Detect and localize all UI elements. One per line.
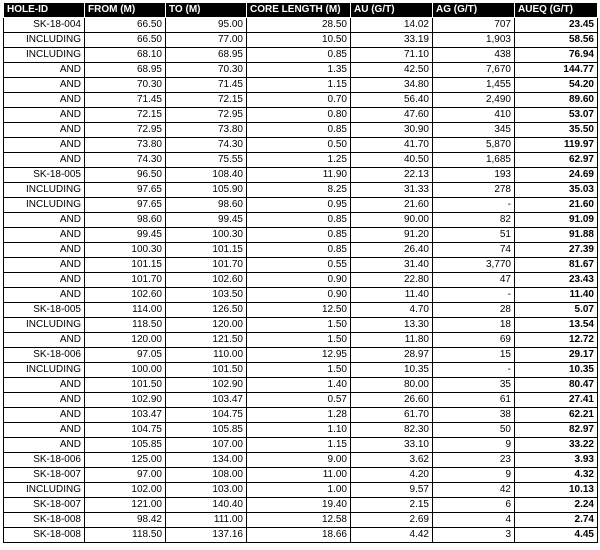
cell-hole-id: AND <box>4 138 85 153</box>
cell-to: 74.30 <box>166 138 247 153</box>
cell-ag: 15 <box>433 348 515 363</box>
cell-ag: 1,685 <box>433 153 515 168</box>
cell-aueq: 89.60 <box>515 93 598 108</box>
cell-to: 126.50 <box>166 303 247 318</box>
table-row <box>4 288 598 303</box>
cell-aueq: 35.03 <box>515 183 598 198</box>
cell-aueq: 5.07 <box>515 303 598 318</box>
cell-aueq: 24.69 <box>515 168 598 183</box>
cell-ag: 1,455 <box>433 78 515 93</box>
cell-core-length: 1.40 <box>247 378 351 393</box>
cell-hole-id: SK-18-005 <box>4 303 85 318</box>
cell-core-length: 9.00 <box>247 453 351 468</box>
table-row <box>4 18 598 33</box>
cell-aueq: 27.39 <box>515 243 598 258</box>
cell-hole-id: INCLUDING <box>4 363 85 378</box>
cell-ag: 74 <box>433 243 515 258</box>
cell-au: 56.40 <box>351 93 433 108</box>
cell-au: 34.80 <box>351 78 433 93</box>
cell-hole-id: AND <box>4 438 85 453</box>
cell-from: 101.70 <box>85 273 166 288</box>
cell-ag: - <box>433 363 515 378</box>
cell-ag: 6 <box>433 498 515 513</box>
table-body <box>4 18 598 543</box>
cell-hole-id: AND <box>4 108 85 123</box>
table-row <box>4 528 598 543</box>
cell-to: 99.45 <box>166 213 247 228</box>
cell-core-length: 0.85 <box>247 228 351 243</box>
table-row <box>4 393 598 408</box>
cell-core-length: 12.58 <box>247 513 351 528</box>
cell-ag: 1,903 <box>433 33 515 48</box>
cell-to: 98.60 <box>166 198 247 213</box>
cell-au: 30.90 <box>351 123 433 138</box>
table-row <box>4 153 598 168</box>
cell-from: 97.00 <box>85 468 166 483</box>
cell-ag: 35 <box>433 378 515 393</box>
cell-to: 101.70 <box>166 258 247 273</box>
cell-to: 100.30 <box>166 228 247 243</box>
cell-from: 97.05 <box>85 348 166 363</box>
cell-from: 74.30 <box>85 153 166 168</box>
cell-au: 4.20 <box>351 468 433 483</box>
cell-au: 13.30 <box>351 318 433 333</box>
cell-hole-id: AND <box>4 378 85 393</box>
cell-aueq: 10.13 <box>515 483 598 498</box>
cell-hole-id: INCLUDING <box>4 48 85 63</box>
cell-from: 102.90 <box>85 393 166 408</box>
cell-from: 118.50 <box>85 528 166 543</box>
cell-core-length: 0.57 <box>247 393 351 408</box>
table-row <box>4 123 598 138</box>
cell-aueq: 12.72 <box>515 333 598 348</box>
cell-aueq: 13.54 <box>515 318 598 333</box>
cell-au: 61.70 <box>351 408 433 423</box>
cell-to: 72.15 <box>166 93 247 108</box>
cell-ag: 47 <box>433 273 515 288</box>
cell-hole-id: SK-18-006 <box>4 348 85 363</box>
table-row <box>4 273 598 288</box>
table-row <box>4 138 598 153</box>
cell-au: 82.30 <box>351 423 433 438</box>
table-row <box>4 93 598 108</box>
cell-hole-id: INCLUDING <box>4 198 85 213</box>
cell-ag: 69 <box>433 333 515 348</box>
cell-ag: 438 <box>433 48 515 63</box>
cell-from: 70.30 <box>85 78 166 93</box>
cell-core-length: 1.00 <box>247 483 351 498</box>
cell-to: 107.00 <box>166 438 247 453</box>
cell-from: 100.00 <box>85 363 166 378</box>
cell-to: 137.16 <box>166 528 247 543</box>
table-row <box>4 333 598 348</box>
cell-au: 3.62 <box>351 453 433 468</box>
cell-to: 71.45 <box>166 78 247 93</box>
cell-hole-id: SK-18-007 <box>4 468 85 483</box>
cell-core-length: 28.50 <box>247 18 351 33</box>
cell-core-length: 10.50 <box>247 33 351 48</box>
header-au: AU (G/T) <box>351 3 433 18</box>
cell-au: 9.57 <box>351 483 433 498</box>
cell-from: 125.00 <box>85 453 166 468</box>
header-row <box>4 3 598 18</box>
cell-au: 10.35 <box>351 363 433 378</box>
cell-from: 97.65 <box>85 183 166 198</box>
cell-au: 14.02 <box>351 18 433 33</box>
cell-to: 101.50 <box>166 363 247 378</box>
cell-to: 77.00 <box>166 33 247 48</box>
cell-to: 72.95 <box>166 108 247 123</box>
cell-au: 2.15 <box>351 498 433 513</box>
cell-core-length: 12.50 <box>247 303 351 318</box>
cell-ag: 7,670 <box>433 63 515 78</box>
cell-from: 68.10 <box>85 48 166 63</box>
table-row <box>4 108 598 123</box>
cell-from: 99.45 <box>85 228 166 243</box>
cell-core-length: 0.85 <box>247 243 351 258</box>
cell-ag: 278 <box>433 183 515 198</box>
cell-hole-id: AND <box>4 243 85 258</box>
table-row <box>4 348 598 363</box>
cell-ag: 18 <box>433 318 515 333</box>
cell-au: 90.00 <box>351 213 433 228</box>
cell-core-length: 0.90 <box>247 273 351 288</box>
cell-from: 101.50 <box>85 378 166 393</box>
table-row <box>4 453 598 468</box>
cell-aueq: 35.50 <box>515 123 598 138</box>
cell-hole-id: SK-18-004 <box>4 18 85 33</box>
cell-core-length: 0.85 <box>247 48 351 63</box>
cell-core-length: 1.35 <box>247 63 351 78</box>
cell-au: 91.20 <box>351 228 433 243</box>
cell-hole-id: AND <box>4 63 85 78</box>
cell-aueq: 4.45 <box>515 528 598 543</box>
cell-to: 111.00 <box>166 513 247 528</box>
cell-from: 72.15 <box>85 108 166 123</box>
table-row <box>4 168 598 183</box>
cell-to: 101.15 <box>166 243 247 258</box>
cell-ag: 61 <box>433 393 515 408</box>
cell-ag: 51 <box>433 228 515 243</box>
cell-hole-id: AND <box>4 273 85 288</box>
cell-aueq: 82.97 <box>515 423 598 438</box>
table-header <box>4 3 598 18</box>
cell-core-length: 1.15 <box>247 438 351 453</box>
cell-hole-id: AND <box>4 153 85 168</box>
cell-ag: 2,490 <box>433 93 515 108</box>
cell-to: 105.90 <box>166 183 247 198</box>
cell-aueq: 2.24 <box>515 498 598 513</box>
cell-from: 97.65 <box>85 198 166 213</box>
cell-core-length: 11.90 <box>247 168 351 183</box>
cell-core-length: 0.85 <box>247 123 351 138</box>
cell-from: 100.30 <box>85 243 166 258</box>
cell-to: 102.60 <box>166 273 247 288</box>
cell-aueq: 2.74 <box>515 513 598 528</box>
cell-aueq: 62.97 <box>515 153 598 168</box>
cell-hole-id: AND <box>4 258 85 273</box>
cell-au: 11.40 <box>351 288 433 303</box>
header-aueq: AUEQ (G/T) <box>515 3 598 18</box>
cell-aueq: 29.17 <box>515 348 598 363</box>
table-row <box>4 468 598 483</box>
table-row <box>4 318 598 333</box>
table-row <box>4 408 598 423</box>
cell-ag: 28 <box>433 303 515 318</box>
cell-ag: 4 <box>433 513 515 528</box>
table-row <box>4 483 598 498</box>
cell-core-length: 1.50 <box>247 318 351 333</box>
table-row <box>4 513 598 528</box>
cell-ag: 707 <box>433 18 515 33</box>
cell-core-length: 0.85 <box>247 213 351 228</box>
cell-au: 26.60 <box>351 393 433 408</box>
cell-to: 70.30 <box>166 63 247 78</box>
cell-au: 31.33 <box>351 183 433 198</box>
cell-aueq: 11.40 <box>515 288 598 303</box>
cell-aueq: 81.67 <box>515 258 598 273</box>
cell-aueq: 119.97 <box>515 138 598 153</box>
cell-core-length: 1.28 <box>247 408 351 423</box>
cell-au: 4.42 <box>351 528 433 543</box>
cell-hole-id: AND <box>4 423 85 438</box>
cell-from: 98.60 <box>85 213 166 228</box>
cell-from: 72.95 <box>85 123 166 138</box>
cell-au: 11.80 <box>351 333 433 348</box>
cell-to: 134.00 <box>166 453 247 468</box>
cell-aueq: 144.77 <box>515 63 598 78</box>
cell-ag: 82 <box>433 213 515 228</box>
cell-aueq: 3.93 <box>515 453 598 468</box>
cell-ag: 3,770 <box>433 258 515 273</box>
cell-to: 108.00 <box>166 468 247 483</box>
cell-ag: 42 <box>433 483 515 498</box>
cell-aueq: 58.56 <box>515 33 598 48</box>
cell-aueq: 54.20 <box>515 78 598 93</box>
cell-ag: 9 <box>433 438 515 453</box>
table-row <box>4 303 598 318</box>
cell-from: 66.50 <box>85 33 166 48</box>
table-row <box>4 228 598 243</box>
cell-hole-id: INCLUDING <box>4 318 85 333</box>
cell-hole-id: AND <box>4 228 85 243</box>
table-row <box>4 213 598 228</box>
table-row <box>4 243 598 258</box>
cell-hole-id: SK-18-007 <box>4 498 85 513</box>
cell-hole-id: AND <box>4 333 85 348</box>
cell-core-length: 0.90 <box>247 288 351 303</box>
cell-to: 104.75 <box>166 408 247 423</box>
cell-au: 22.13 <box>351 168 433 183</box>
cell-core-length: 12.95 <box>247 348 351 363</box>
cell-hole-id: SK-18-005 <box>4 168 85 183</box>
cell-to: 73.80 <box>166 123 247 138</box>
cell-hole-id: SK-18-008 <box>4 528 85 543</box>
cell-to: 103.00 <box>166 483 247 498</box>
cell-ag: - <box>433 198 515 213</box>
cell-to: 95.00 <box>166 18 247 33</box>
cell-au: 40.50 <box>351 153 433 168</box>
table-row <box>4 498 598 513</box>
cell-hole-id: INCLUDING <box>4 483 85 498</box>
cell-hole-id: SK-18-008 <box>4 513 85 528</box>
cell-core-length: 0.95 <box>247 198 351 213</box>
table-row <box>4 198 598 213</box>
cell-hole-id: INCLUDING <box>4 33 85 48</box>
table-row <box>4 63 598 78</box>
cell-core-length: 0.55 <box>247 258 351 273</box>
cell-au: 33.10 <box>351 438 433 453</box>
table-row <box>4 438 598 453</box>
cell-aueq: 91.09 <box>515 213 598 228</box>
cell-from: 73.80 <box>85 138 166 153</box>
cell-au: 4.70 <box>351 303 433 318</box>
cell-au: 26.40 <box>351 243 433 258</box>
cell-core-length: 1.25 <box>247 153 351 168</box>
cell-au: 33.19 <box>351 33 433 48</box>
cell-hole-id: AND <box>4 393 85 408</box>
cell-au: 71.10 <box>351 48 433 63</box>
cell-aueq: 27.41 <box>515 393 598 408</box>
cell-to: 68.95 <box>166 48 247 63</box>
cell-from: 105.85 <box>85 438 166 453</box>
cell-from: 103.47 <box>85 408 166 423</box>
cell-hole-id: AND <box>4 123 85 138</box>
table-row <box>4 183 598 198</box>
cell-hole-id: AND <box>4 408 85 423</box>
cell-to: 110.00 <box>166 348 247 363</box>
cell-from: 104.75 <box>85 423 166 438</box>
cell-aueq: 91.88 <box>515 228 598 243</box>
cell-au: 31.40 <box>351 258 433 273</box>
cell-to: 140.40 <box>166 498 247 513</box>
cell-core-length: 11.00 <box>247 468 351 483</box>
cell-au: 41.70 <box>351 138 433 153</box>
cell-from: 121.00 <box>85 498 166 513</box>
cell-aueq: 62.21 <box>515 408 598 423</box>
assay-results-table <box>3 2 598 543</box>
cell-au: 80.00 <box>351 378 433 393</box>
cell-hole-id: SK-18-006 <box>4 453 85 468</box>
cell-core-length: 1.50 <box>247 363 351 378</box>
cell-core-length: 8.25 <box>247 183 351 198</box>
cell-core-length: 1.15 <box>247 78 351 93</box>
cell-core-length: 1.10 <box>247 423 351 438</box>
cell-to: 102.90 <box>166 378 247 393</box>
cell-core-length: 1.50 <box>247 333 351 348</box>
cell-from: 96.50 <box>85 168 166 183</box>
cell-ag: 5,870 <box>433 138 515 153</box>
cell-aueq: 23.45 <box>515 18 598 33</box>
cell-aueq: 23.43 <box>515 273 598 288</box>
cell-aueq: 80.47 <box>515 378 598 393</box>
cell-core-length: 0.50 <box>247 138 351 153</box>
cell-hole-id: AND <box>4 288 85 303</box>
table-row <box>4 78 598 93</box>
table-row <box>4 48 598 63</box>
cell-ag: 410 <box>433 108 515 123</box>
cell-to: 103.47 <box>166 393 247 408</box>
cell-core-length: 0.80 <box>247 108 351 123</box>
cell-to: 121.50 <box>166 333 247 348</box>
cell-ag: 193 <box>433 168 515 183</box>
cell-aueq: 4.32 <box>515 468 598 483</box>
header-core-length: CORE LENGTH (M) <box>247 3 351 18</box>
cell-ag: 9 <box>433 468 515 483</box>
cell-au: 47.60 <box>351 108 433 123</box>
cell-from: 102.60 <box>85 288 166 303</box>
header-to: TO (M) <box>166 3 247 18</box>
cell-aueq: 33.22 <box>515 438 598 453</box>
cell-from: 71.45 <box>85 93 166 108</box>
table-row <box>4 33 598 48</box>
cell-hole-id: AND <box>4 93 85 108</box>
table-row <box>4 423 598 438</box>
table-row <box>4 363 598 378</box>
cell-ag: 3 <box>433 528 515 543</box>
cell-to: 103.50 <box>166 288 247 303</box>
cell-aueq: 10.35 <box>515 363 598 378</box>
cell-hole-id: AND <box>4 213 85 228</box>
cell-ag: 345 <box>433 123 515 138</box>
cell-au: 21.60 <box>351 198 433 213</box>
cell-from: 101.15 <box>85 258 166 273</box>
header-hole-id: HOLE-ID <box>4 3 85 18</box>
cell-au: 42.50 <box>351 63 433 78</box>
header-from: FROM (M) <box>85 3 166 18</box>
cell-from: 118.50 <box>85 318 166 333</box>
header-ag: AG (G/T) <box>433 3 515 18</box>
cell-from: 114.00 <box>85 303 166 318</box>
cell-aueq: 76.94 <box>515 48 598 63</box>
cell-aueq: 53.07 <box>515 108 598 123</box>
cell-from: 66.50 <box>85 18 166 33</box>
cell-ag: 23 <box>433 453 515 468</box>
cell-from: 120.00 <box>85 333 166 348</box>
cell-aueq: 21.60 <box>515 198 598 213</box>
cell-ag: - <box>433 288 515 303</box>
cell-core-length: 18.66 <box>247 528 351 543</box>
cell-hole-id: AND <box>4 78 85 93</box>
cell-from: 98.42 <box>85 513 166 528</box>
cell-from: 102.00 <box>85 483 166 498</box>
cell-to: 75.55 <box>166 153 247 168</box>
cell-to: 105.85 <box>166 423 247 438</box>
cell-from: 68.95 <box>85 63 166 78</box>
cell-au: 2.69 <box>351 513 433 528</box>
cell-au: 22.80 <box>351 273 433 288</box>
cell-core-length: 19.40 <box>247 498 351 513</box>
cell-to: 108.40 <box>166 168 247 183</box>
table-row <box>4 378 598 393</box>
cell-ag: 50 <box>433 423 515 438</box>
cell-au: 28.97 <box>351 348 433 363</box>
cell-core-length: 0.70 <box>247 93 351 108</box>
cell-ag: 38 <box>433 408 515 423</box>
table-row <box>4 258 598 273</box>
cell-hole-id: INCLUDING <box>4 183 85 198</box>
cell-to: 120.00 <box>166 318 247 333</box>
